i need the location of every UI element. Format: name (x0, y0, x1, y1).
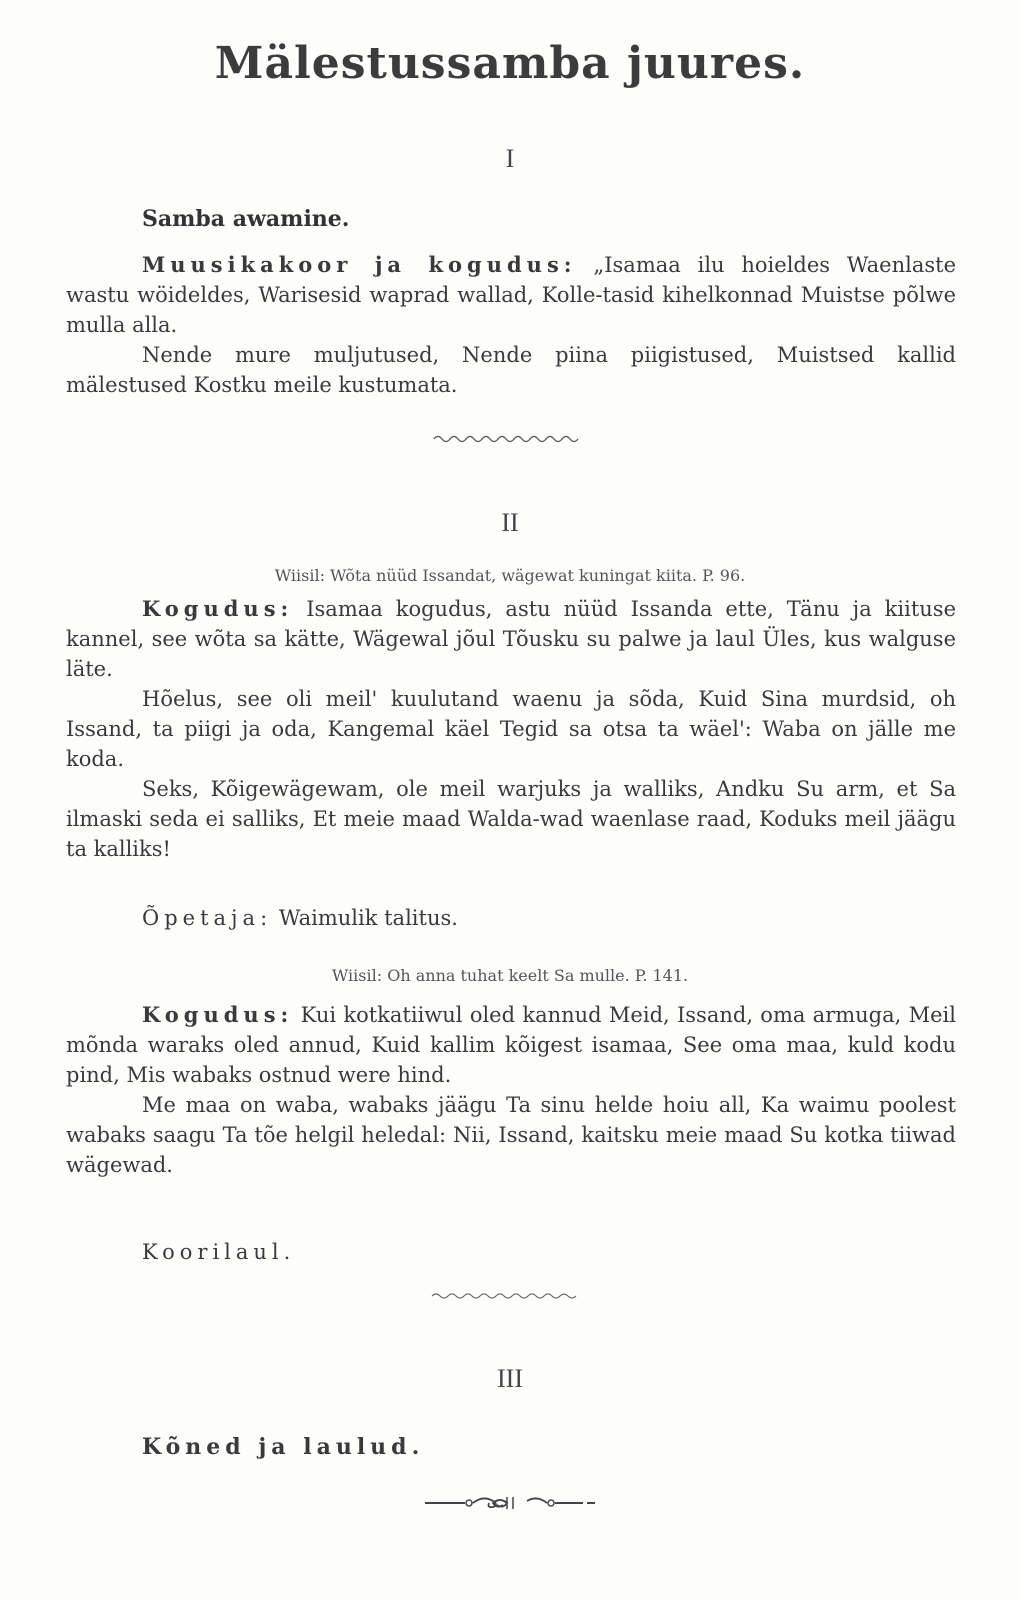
speaker-label: Muusikakoor ja kogudus: (142, 252, 577, 277)
section-1-text (66, 250, 956, 400)
paragraph: Nende mure muljutused, Nende piina piigistused, Muistsed kallid mälestused Kostku meile kustumata. (66, 343, 956, 397)
wavy-divider (430, 1290, 580, 1302)
tune-reference-1: Wiisil: Wõta nüüd Issandat, wägewat kuningat kiita. P. 96. (274, 566, 746, 585)
wavy-divider (432, 432, 582, 446)
paragraph (66, 250, 956, 340)
speaker-label: Kogudus: (142, 1002, 294, 1027)
tune-reference-2: Wiisil: Oh anna tuhat keelt Sa mulle. P. 141. (331, 966, 689, 985)
section-heading-1: Samba awamine. (142, 206, 350, 232)
section-2-text-1 (66, 594, 956, 864)
section-heading-3: Kõned ja laulud. (142, 1434, 425, 1460)
closing-label: Koorilaul. (142, 1240, 296, 1264)
paragraph (66, 1000, 956, 1090)
paragraph (66, 594, 956, 684)
paragraph: Me maa on waba, wabaks jäägu Ta sinu helde hoiu all, Ka waimu poolest wabaks saagu Ta tõe helgil heledal: Nii, Issand, kaitsku meie maad Su kotka tiiwad wägewad. (66, 1093, 956, 1177)
scroll-ornament-icon (425, 1493, 595, 1513)
verse-text: „Isamaa ilu hoieldes Waenlaste wastu wöideldes, Warisesid waprad wallad, Kolle-tasid kihelkonnad Muistse põlwe mulla alla. (66, 253, 956, 337)
paragraph: Hõelus, see oli meil' kuulutand waenu ja sõda, Kuid Sina murdsid, oh Issand, ta piigi ja oda, Kangemal käel Tegid sa otsa ta wäel': Waba on jälle me koda. (66, 687, 956, 771)
section-numeral-3: III (497, 1364, 523, 1393)
verse-text: Kui kotkatiiwul oled kannud Meid, Issand, oma armuga, Meil mõnda waraks oled annud, Kuid kallim kõigest isamaa, See oma maa, kuld kodu pind, Mis wabaks ostnud were hind. (66, 1003, 956, 1087)
speaker-label: Kogudus: (142, 596, 294, 621)
pastor-line (142, 906, 458, 930)
section-numeral-2: II (501, 508, 519, 537)
verse-text: Isamaa kogudus, astu nüüd Issanda ette, Tänu ja kiituse kannel, see wõta sa kätte, Wägewal jõul Tõusku su palwe ja laul Üles, kus walguse läte. (66, 597, 956, 681)
pastor-text: Waimulik talitus. (278, 906, 458, 930)
paragraph: Seks, Kõigewägewam, ole meil warjuks ja walliks, Andku Su arm, et Sa ilmaski seda ei salliks, Et meie maad Walda-wad waenlase raad, Koduks meil jäägu ta kalliks! (66, 777, 956, 861)
section-2-text-2 (66, 1000, 956, 1180)
page-title: Mälestussamba juures. (214, 38, 806, 89)
pastor-label: Õpetaja: (142, 906, 273, 930)
section-numeral-1: I (505, 144, 515, 173)
